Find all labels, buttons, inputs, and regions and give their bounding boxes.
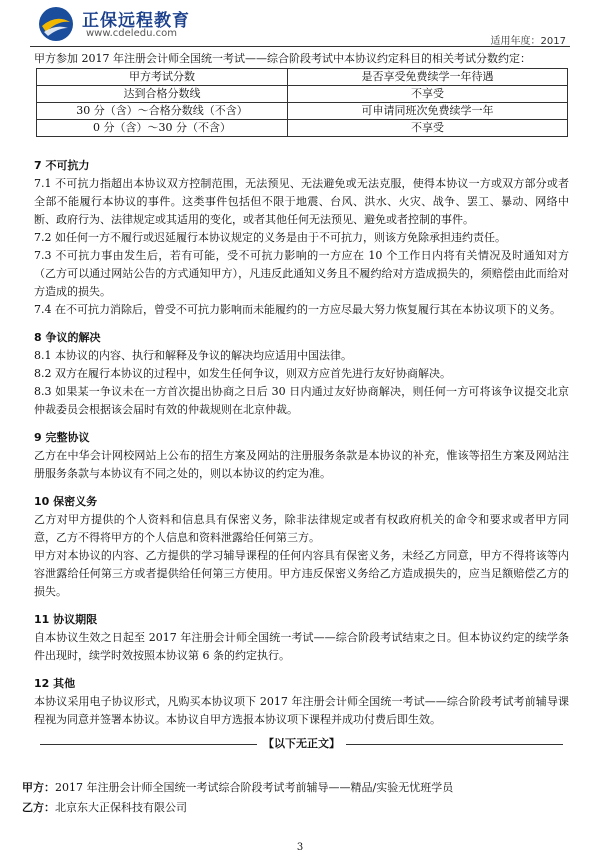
- table-row: [37, 86, 568, 103]
- party-a: [22, 778, 453, 798]
- party-b-value: 北京东大正保科技有限公司: [55, 801, 187, 814]
- paragraph: 7.1 不可抗力指超出本协议双方控制范围，无法预见、无法避免或无法克服，使得本协议一方或双方部分或者全部不能履行本协议的事件。这类事件包括但不限于地震、台风、洪水、火灾、战争、罢工、暴动、网络中断、政府行为、法律规定或其适用的变化，或者其他任何无法预见、避免或者控制的事件。: [34, 177, 569, 226]
- section-title: 12 其他: [34, 677, 76, 690]
- score-table: [36, 68, 568, 137]
- end-mark-text: 【以下无正文】: [263, 737, 340, 750]
- paragraph: 7.3 不可抗力事由发生后，若有可能，受不可抗力影响的一方应在 10 个工作日内将有关情况及时通知对方（乙方可以通过网站公告的方式通知甲方），凡违反此通知义务且不履约给对方造成损失的，须赔偿由此而给对方造成的损失。: [34, 249, 569, 298]
- section-title: 7 不可抗力: [34, 159, 90, 172]
- party-a-label: 甲方：: [22, 781, 55, 794]
- paragraph: 本协议采用电子协议形式，凡购买本协议项下 2017 年注册会计师全国统一考试——综合阶段考试考前辅导课程视为同意并签署本协议。本协议自甲方选报本协议项下课程并成功付费后即生效。: [34, 695, 569, 726]
- table-cell: 不享受: [288, 120, 568, 137]
- paragraph: 自本协议生效之日起至 2017 年注册会计师全国统一考试——综合阶段考试结束之日。但本协议约定的续学条件出现时，续学时效按照本协议第 6 条的约定执行。: [34, 631, 569, 662]
- site-url: www.cdeledu.com: [86, 28, 177, 39]
- paragraph: 7.4 在不可抗力消除后，曾受不可抗力影响而未能履约的一方应尽最大努力恢复履行其在本协议项下的义务。: [34, 303, 561, 316]
- paragraph: 8.3 如果某一争议未在一方首次提出协商之日后 30 日内通过友好协商解决，则任何一方可将该争议提交北京仲裁委员会根据该会届时有效的仲裁规则在北京仲裁。: [34, 385, 569, 416]
- year-label: 适用年度：2017: [490, 36, 566, 47]
- paragraph: 8.2 双方在履行本协议的过程中，如发生任何争议，则双方应首先进行友好协商解决。: [34, 367, 451, 380]
- party-b-label: 乙方：: [22, 801, 55, 814]
- table-row: [37, 120, 568, 137]
- section-title: 9 完整协议: [34, 431, 90, 444]
- table-cell: 0 分（含）～30 分（不含）: [37, 120, 288, 137]
- table-header-cell: 是否享受免费续学一年待遇: [288, 69, 568, 86]
- section-title: 8 争议的解决: [34, 331, 101, 344]
- table-cell: 可申请同班次免费续学一年: [288, 103, 568, 120]
- table-cell: 30 分（含）～合格分数线（不含）: [37, 103, 288, 120]
- table-cell: 不享受: [288, 86, 568, 103]
- page-header: [0, 0, 600, 48]
- party-a-value: 2017 年注册会计师全国统一考试综合阶段考试考前辅导——精品/实验无忧班学员: [55, 781, 454, 794]
- section-title: 10 保密义务: [34, 495, 98, 508]
- header-divider: [30, 46, 570, 47]
- intro-text: 甲方参加 2017 年注册会计师全国统一考试——综合阶段考试中本协议约定科目的相关考试分数约定：: [34, 52, 531, 65]
- end-of-text-marker: [34, 735, 569, 753]
- paragraph: 8.1 本协议的内容、执行和解释及争议的解决均应适用中国法律。: [34, 349, 352, 362]
- brand-name: 正保远程教育: [82, 11, 190, 31]
- paragraph: 乙方在中华会计网校网站上公布的招生方案及网站的注册服务条款是本协议的补充，惟该等招生方案及网站注册服务条款与本协议有不同之处的，则以本协议的约定为准。: [34, 449, 569, 480]
- section-title: 11 协议期限: [34, 613, 98, 626]
- paragraph: 乙方对甲方提供的个人资料和信息具有保密义务，除非法律规定或者有权政府机关的命令和要求或者甲方同意，乙方不得将甲方的个人信息和资料泄露给任何第三方。: [34, 513, 569, 544]
- logo-icon: [38, 6, 74, 42]
- table-header-cell: 甲方考试分数: [37, 69, 288, 86]
- paragraph: 7.2 如任何一方不履行或迟延履行本协议规定的义务是由于不可抗力，则该方免除承担违约责任。: [34, 231, 506, 244]
- party-b: [22, 798, 453, 818]
- paragraph: 甲方对本协议的内容、乙方提供的学习辅导课程的任何内容具有保密义务，未经乙方同意，甲方不得将该等内容泄露给任何第三方或者提供给任何第三方使用。甲方违反保密义务给乙方造成损失的，应当足额赔偿乙方的损失。: [34, 549, 569, 598]
- table-row: [37, 103, 568, 120]
- table-cell: 达到合格分数线: [37, 86, 288, 103]
- page-number: 3: [296, 842, 304, 853]
- document-body: [34, 50, 569, 753]
- table-header-row: [37, 69, 568, 86]
- parties-block: [22, 778, 453, 818]
